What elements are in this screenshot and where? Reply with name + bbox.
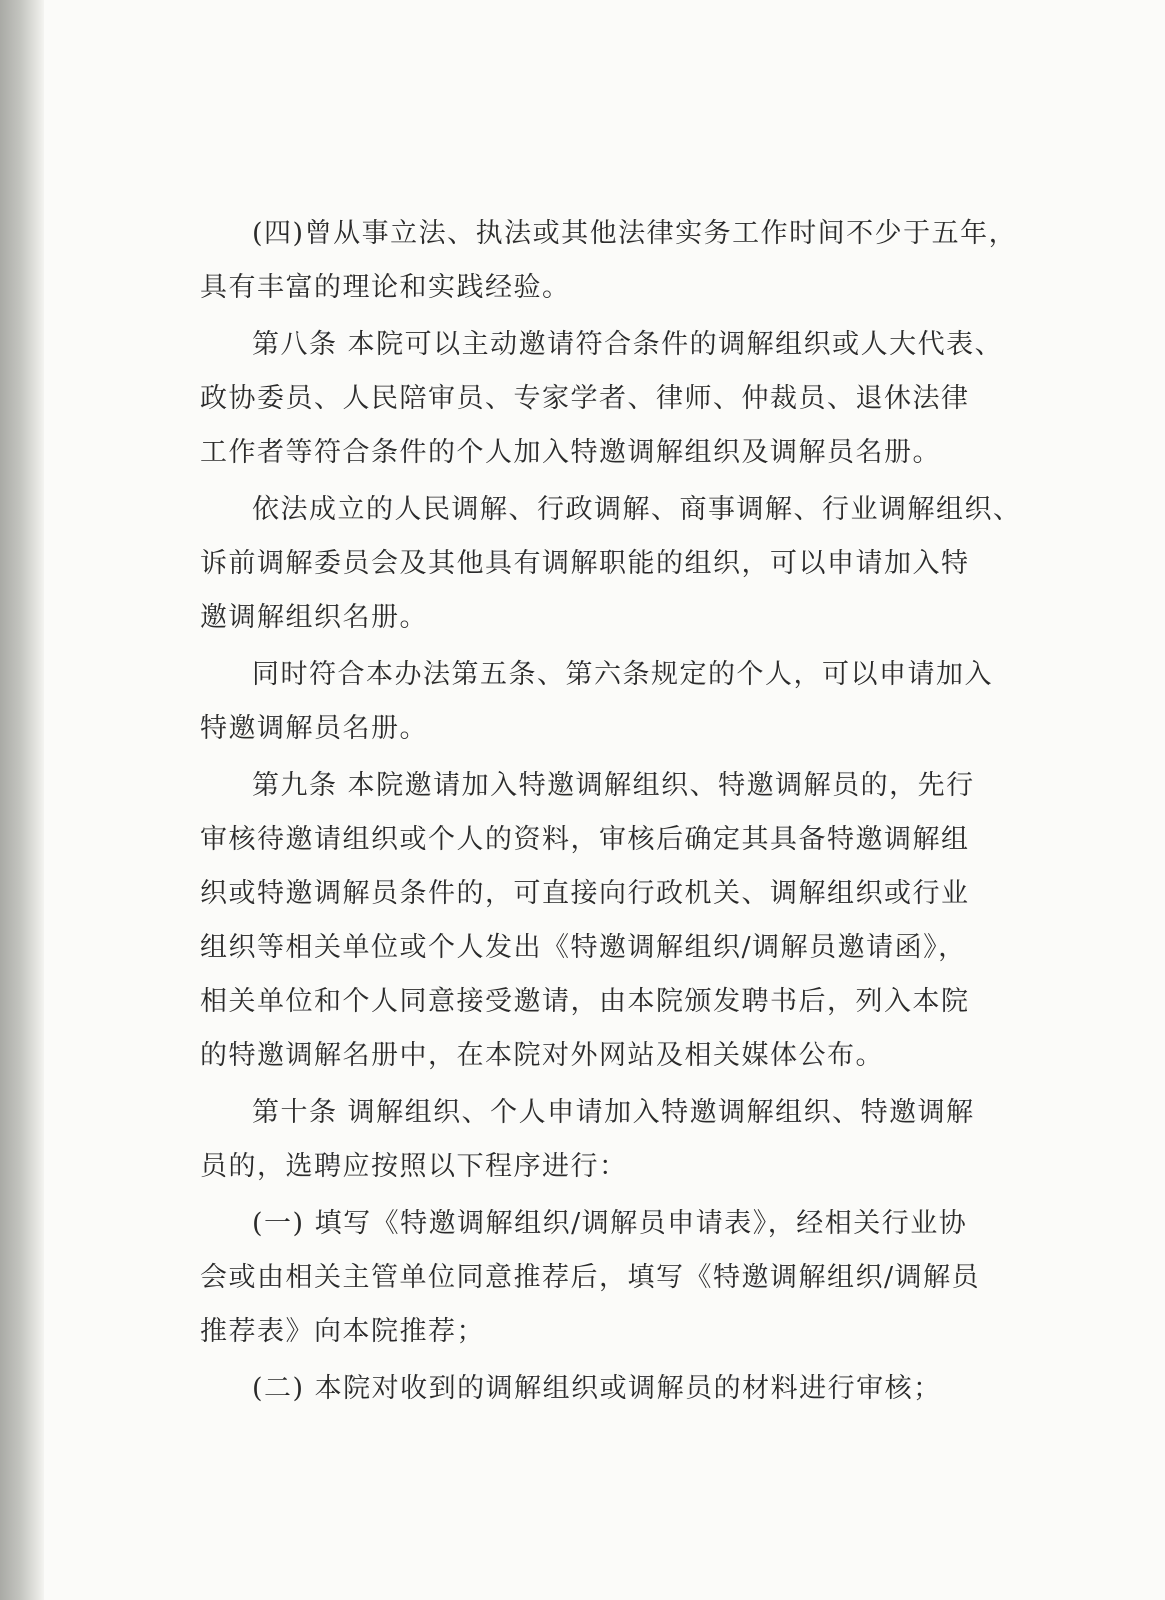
text-line: 员的，选聘应按照以下程序进行： xyxy=(200,1151,628,1182)
text-line: 同时符合本办法第五条、第六条规定的个人，可以申请加入 xyxy=(252,659,993,690)
text-line: 第八条 本院可以主动邀请符合条件的调解组织或人大代表、 xyxy=(252,329,1004,360)
text-line: 依法成立的人民调解、行政调解、商事调解、行业调解组织、 xyxy=(252,494,1022,525)
text-line: 组织等相关单位或个人发出《特邀调解组织/调解员邀请函》， xyxy=(200,932,967,963)
text-line: 织或特邀调解员条件的，可直接向行政机关、调解组织或行业 xyxy=(200,878,970,909)
text-line: 的特邀调解名册中，在本院对外网站及相关媒体公布。 xyxy=(200,1040,884,1071)
paragraph-clause-4 xyxy=(200,207,1040,315)
text-line: (四)曾从事立法、执法或其他法律实务工作时间不少于五年， xyxy=(252,218,1018,249)
text-line: 会或由相关主管单位同意推荐后，填写《特邀调解组织/调解员 xyxy=(200,1262,981,1293)
text-line: 第九条 本院邀请加入特邀调解组织、特邀调解员的，先行 xyxy=(252,770,975,801)
text-line: (二) 本院对收到的调解组织或调解员的材料进行审核； xyxy=(252,1373,942,1404)
text-line: 相关单位和个人同意接受邀请，由本院颁发聘书后，列入本院 xyxy=(200,986,970,1017)
document-body xyxy=(200,207,1040,1419)
text-line: 邀调解组织名册。 xyxy=(200,602,428,633)
text-line: 具有丰富的理论和实践经验。 xyxy=(200,272,571,303)
paragraph-article-10 xyxy=(200,1086,1040,1194)
text-line: 推荐表》向本院推荐； xyxy=(200,1316,485,1347)
text-line: 特邀调解员名册。 xyxy=(200,713,428,744)
text-line: 政协委员、人民陪审员、专家学者、律师、仲裁员、退休法律 xyxy=(200,383,970,414)
scan-edge-shadow xyxy=(0,0,44,1600)
paragraph-article-8-individual xyxy=(200,648,1040,756)
text-line: 审核待邀请组织或个人的资料，审核后确定其具备特邀调解组 xyxy=(200,824,970,855)
paragraph-article-10-step-2 xyxy=(200,1362,1040,1416)
paragraph-article-10-step-1 xyxy=(200,1197,1040,1359)
text-line: 第十条 调解组织、个人申请加入特邀调解组织、特邀调解 xyxy=(252,1097,975,1128)
paragraph-article-9 xyxy=(200,759,1040,1083)
paragraph-article-8 xyxy=(200,318,1040,480)
paragraph-article-8-org xyxy=(200,483,1040,645)
text-line: (一) 填写《特邀调解组织/调解员申请表》，经相关行业协 xyxy=(252,1208,968,1239)
text-line: 诉前调解委员会及其他具有调解职能的组织，可以申请加入特 xyxy=(200,548,970,579)
text-line: 工作者等符合条件的个人加入特邀调解组织及调解员名册。 xyxy=(200,437,941,468)
